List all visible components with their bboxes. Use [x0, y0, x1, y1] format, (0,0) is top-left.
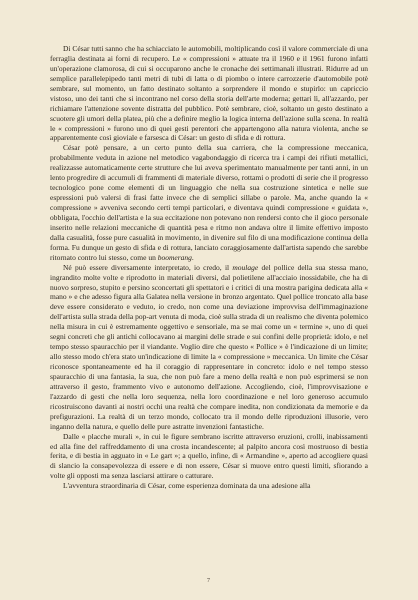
paragraph	[50, 432, 368, 482]
paragraph	[50, 481, 368, 491]
text-run: Di César tutti sanno che ha schiacciato le automobili, moltiplicando così il valore commerciale di una ferraglia destinata ai forni di recupero. Le « compressioni » attuate tra il 1960 e il 1961 furono infatti un'operazione clamorosa, di cui si occuparono anche le cronache dei settimanali illustrati. Ridurre ad un semplice parallelepipedo tanti metri di tubi di latta o di piombo o intere carrozzerie d'automobile potè sembrare, sul momento, un fatto destinato soltanto a sorprendere il mondo e stupirlo: un capriccio vistoso, uno dei tanti che si incontrano nel corso della storia dell'arte moderna; gettari lì, all'azzardo, per richiamare l'attenzione sovente distratta del pubblico. Potè sembrare, cioè, soltanto un gesto destinato a scuotere gli umori della platea, più che a definire meglio la logica interna dell'azione sulla scena. In realtà le « compressioni » furono uno di quei gesti perentori che appartengono alla natura violenta, anche se apparentemente così gioviale e farsesca di César: un gesto di sfida e di rottura.	[50, 44, 368, 143]
text-run: Né può essere diversamente interpretato, io credo, il	[63, 262, 233, 272]
article-body	[50, 44, 368, 491]
text-run: del pollice della sua stessa mano, ingrandito molte volte e riprodotto in materiali diversi, dal polietilene all'acciaio inossidabile, che ha di nuovo sorpreso, stupito e persino sconcertati gli spettatori e i critici di una mostra parigina dedicata alla « mano » e che adesso figura alla Galatea nella versione in bronzo argentato. Quel pollice troncato alla base deve essere considerato e veduto, io credo, non come una deviazione improvvisa dell'immaginazione dell'artista sulla strada della pop-art venuta di moda, cioè sulla strada di un realismo che diventa polemico nella misura in cui è estremamente oggettivo e sensoriale, ma se mai come un « termine », uno di quei segni concreti che gli antichi collocavano ai margini delle strade e sui confini delle proprietà: idolo, e nel tempo stesso spauracchio per il viandante. Voglio dire che questo « Pollice » è l'indicazione di un limite; allo stesso modo ch'era stato un'indicazione di limite la « compressione » meccanica. Un limite che César riconosce spontaneamente ed ha il coraggio di rappresentare in concreto: idolo e nel tempo stesso spauracchio di una fantasia, la sua, che non può fare a meno della realtà e non può esprimersi se non attraverso il gesto, frammento vivo e autonomo dell'azione. Accogliendo, cioè, l'improvvisazione e l'azzardo di gesti che nella loro sequenza, nella loro coordinazione e nel loro generoso accumulo ricostruiscono davanti ai nostri occhi una realtà che compare inedita, non condizionata da memorie e da prefigurazioni. La realtà di un terzo mondo, collocato tra il mondo delle riproduzioni illusorie, vero inganno della natura, e quello delle pure astratte invenzioni fantastiche.	[50, 262, 368, 431]
paragraph	[50, 44, 368, 143]
paragraph	[50, 143, 368, 262]
text-run: .	[191, 252, 194, 262]
page-number: 7	[207, 578, 211, 584]
paragraph	[50, 263, 368, 432]
italic-term: moulage	[232, 262, 259, 272]
text-run: César potè pensare, a un certo punto della sua carriera, che la compressione meccanica, probabilmente veduta in azione nel metodico vagabondaggio di ricerca tra i campi dei rifiuti metallici, realizzasse automaticamente certe strutture che lui aveva sperimentato manualmente per tanti anni, in un lento progredire di accumuli di frammenti di materiale diverso, rottami o prodotti di serie che il progresso tecnologico pone come elementi di un linguaggio che nella sua costruzione sintetica e nelle sue espressioni può valersi di frasi fatte invece che di semplici sillabe o parole. Ma, anche quando la « compressione » avveniva secondo certi tempi particolari, e diventava quindi compressione « guidata », obbligata, l'occhio dell'artista e la sua eccitazione non potevano non rendersi conto che il gioco personale inserito nelle relazioni meccaniche di quantità pesa e ritmo non andava oltre il limite effettivo imposto dalla casualità, fosse pure casualità in movimento, in divenire sul filo di una modificazione continua della forma. Fu dunque un gesto di sfida e di rottura, lanciato coraggiosamente dall'artista sapendo che sarebbe ritornato contro lui stesso, come un	[50, 143, 368, 262]
text-run: L'avventura straordinaria di César, come esperienza dominata da una adesione alla	[63, 481, 311, 491]
italic-term: boomerang	[157, 252, 192, 262]
text-run: Dalle « placche murali », in cui le figure sembrano iscritte attraverso eruzioni, crolli, inabissamenti ed alla fine del raffreddamento di una crosta incandescente; al palpito ancora così mostruoso di bestia ferita, e di bestia in agguato in « Le gart »; a quello, infine, di « Armandine », aperto ad accogliere quasi di slancio la consapevolezza di essere e di non essere, César si muove entro questi limiti, sfiorando a volte gli opposti ma senza lasciarsi attirare o catturare.	[50, 431, 368, 481]
